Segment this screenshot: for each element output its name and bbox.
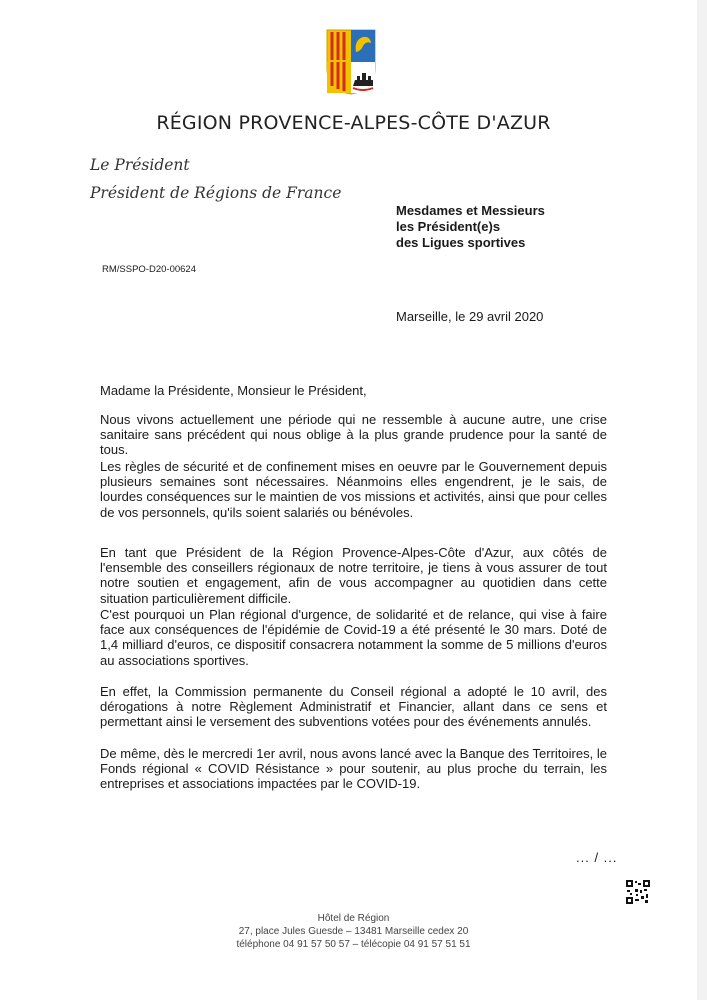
footer-address — [0, 912, 707, 951]
region-coat-of-arms-logo — [325, 28, 377, 96]
body-paragraph: En tant que Président de la Région Provence-Alpes-Côte d'Azur, aux côtés de l'ensemble des conseillers régionaux de notre territoire, je tiens à vous assurer de tout notre soutien et engagement, afin de vous accompagner au quotidien dans cette situation particulièrement difficile. — [100, 545, 607, 606]
scan-edge — [697, 0, 707, 1000]
region-title: RÉGION PROVENCE-ALPES-CÔTE D'AZUR — [156, 112, 551, 134]
footer-line: téléphone 04 91 57 50 57 – télécopie 04 91 57 51 51 — [236, 939, 471, 950]
qr-code-icon — [626, 880, 650, 904]
body-paragraph: Nous vivons actuellement une période qui ne ressemble à aucune autre, une crise sanitaire sans précédent qui nous oblige à la plus grande prudence pour la santé de tous. — [100, 412, 607, 458]
salutation: Madame la Présidente, Monsieur le Président, — [100, 383, 367, 398]
body-paragraph: C'est pourquoi un Plan régional d'urgence, de solidarité et de relance, qui vise à faire face aux conséquences de l'épidémie de Covid-19 a été présenté le 30 mars. Doté de 1,4 milliard d'euros, ce dispositif consacrera notamment la somme de 5 millions d'euros au associations sportives. — [100, 607, 607, 668]
reference-number: RM/SSPO-D20-00624 — [102, 264, 196, 275]
date-line: Marseille, le 29 avril 2020 — [396, 309, 544, 324]
recipient-line: des Ligues sportives — [396, 235, 526, 250]
body-paragraph: En effet, la Commission permanente du Conseil régional a adopté le 10 avril, des dérogations à notre Règlement Administratif et Financier, allant dans ce sens et permettant ainsi le versement des subventions votées pour des événements annulés. — [100, 684, 607, 730]
recipient-block — [396, 203, 545, 251]
footer-line: 27, place Jules Guesde – 13481 Marseille cedex 20 — [238, 926, 469, 937]
recipient-line: Mesdames et Messieurs — [396, 203, 545, 218]
signatory-subtitle: Président de Régions de France — [90, 184, 342, 202]
signatory-title: Le Président — [90, 156, 190, 174]
footer-line: Hôtel de Région — [317, 913, 390, 924]
body-paragraph: De même, dès le mercredi 1er avril, nous avons lancé avec la Banque des Territoires, le Fonds régional « COVID Résistance » pour soutenir, au plus proche du terrain, les entreprises et associations impactées par le COVID-19. — [100, 746, 607, 792]
body-paragraph: Les règles de sécurité et de confinement mises en oeuvre par le Gouvernement depuis plusieurs semaines sont nécessaires. Néanmoins elles engendrent, je le sais, de lourdes conséquences sur le maintien de vos missions et activités, ainsi que pour celles de vos personnels, qu'ils soient salariés ou bénévoles. — [100, 459, 607, 520]
recipient-line: les Président(e)s — [396, 219, 501, 234]
continuation-marker: ... / ... — [576, 850, 618, 865]
